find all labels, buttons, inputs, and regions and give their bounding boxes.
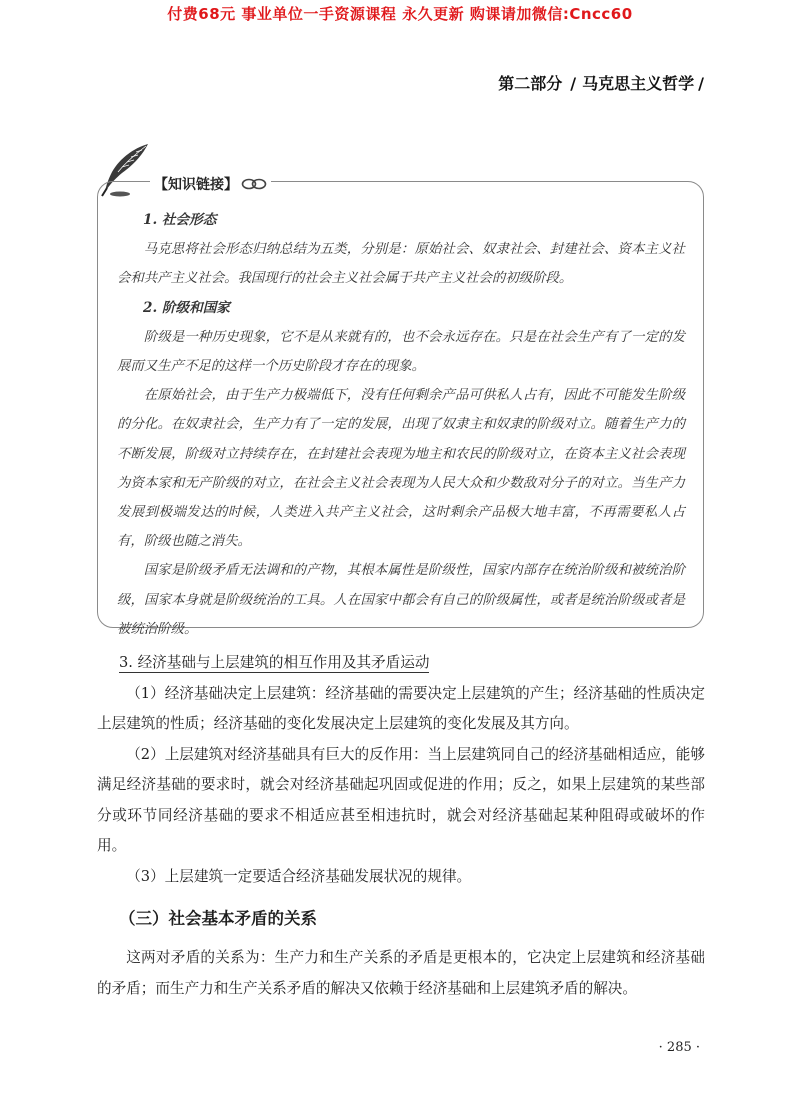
body-paragraph: （3）上层建筑一定要适合经济基础发展状况的规律。	[126, 867, 472, 885]
running-head-title: 马克思主义哲学	[582, 74, 695, 93]
sub-heading-text: 3. 经济基础与上层建筑的相互作用及其矛盾运动	[119, 654, 430, 671]
body-paragraph: （2）上层建筑对经济基础具有巨大的反作用：当上层建筑同自己的经济基础相适应，能够满足经济基础的要求时，就会对经济基础起巩固或促进的作用；反之，如果上层建筑的某些部分或环节同经济基础的要求不相适应甚至相违抗时，就会对经济基础起某种阻碍或破坏的作用。	[97, 745, 705, 854]
running-head-trail: /	[698, 74, 704, 93]
page-number: · 285 ·	[658, 1040, 700, 1055]
watermark-banner: 付费68元 事业单位一手资源课程 永久更新 购课请加微信:Cncc60	[167, 5, 633, 23]
knowledge-box-content	[117, 206, 685, 644]
knowledge-box-label-text: 【知识链接】	[154, 177, 238, 193]
chain-link-icon	[241, 177, 267, 191]
section-title: （三）社会基本矛盾的关系	[119, 909, 317, 928]
kb-section-heading-social-forms: 1. 社会形态	[143, 212, 217, 228]
kb-paragraph: 阶级是一种历史现象，它不是从来就有的，也不会永远存在。只是在社会生产有了一定的发展而又生产不足的这样一个历史阶段才存在的现象。	[117, 329, 685, 375]
main-text	[97, 648, 705, 1004]
kb-section-heading-class-state: 2. 阶级和国家	[143, 299, 230, 316]
kb-paragraph: 马克思将社会形态归纳总结为五类，分别是：原始社会、奴隶社会、封建社会、资本主义社会和共产主义社会。我国现行的社会主义社会属于共产主义社会的初级阶段。	[117, 242, 685, 287]
kb-paragraph: 国家是阶级矛盾无法调和的产物，其根本属性是阶级性，国家内部存在统治阶级和被统治阶级，国家本身就是阶级统治的工具。人在国家中都会有自己的阶级属性，或者是统治阶级或者是被统治阶级。	[117, 563, 685, 637]
body-paragraph: （1）经济基础决定上层建筑：经济基础的需要决定上层建筑的产生；经济基础的性质决定上层建筑的性质；经济基础的变化发展决定上层建筑的变化发展及其方向。	[97, 684, 705, 732]
running-head-separator: /	[570, 74, 577, 93]
running-head-part: 第二部分	[498, 74, 563, 93]
knowledge-box-label	[150, 173, 271, 195]
kb-paragraph: 在原始社会，由于生产力极端低下，没有任何剩余产品可供私人占有，因此不可能发生阶级的分化。在奴隶社会，生产力有了一定的发展，出现了奴隶主和奴隶的阶级对立。随着生产力的不断发展，阶级对立持续存在，在封建社会表现为地主和农民的阶级对立，在资本主义社会表现为资本家和无产阶级的对立，在社会主义社会表现为人民大众和少数敌对分子的对立。当生产力发展到极端发达的时候，人类进入共产主义社会，这时剩余产品极大地丰富，不再需要私人占有，阶级也随之消失。	[117, 388, 685, 550]
sub-heading	[97, 648, 705, 679]
body-paragraph: 这两对矛盾的关系为：生产力和生产关系的矛盾是更根本的，它决定上层建筑和经济基础的矛盾；而生产力和生产关系矛盾的解决又依赖于经济基础和上层建筑矛盾的解决。	[97, 949, 705, 997]
running-head	[498, 71, 704, 94]
